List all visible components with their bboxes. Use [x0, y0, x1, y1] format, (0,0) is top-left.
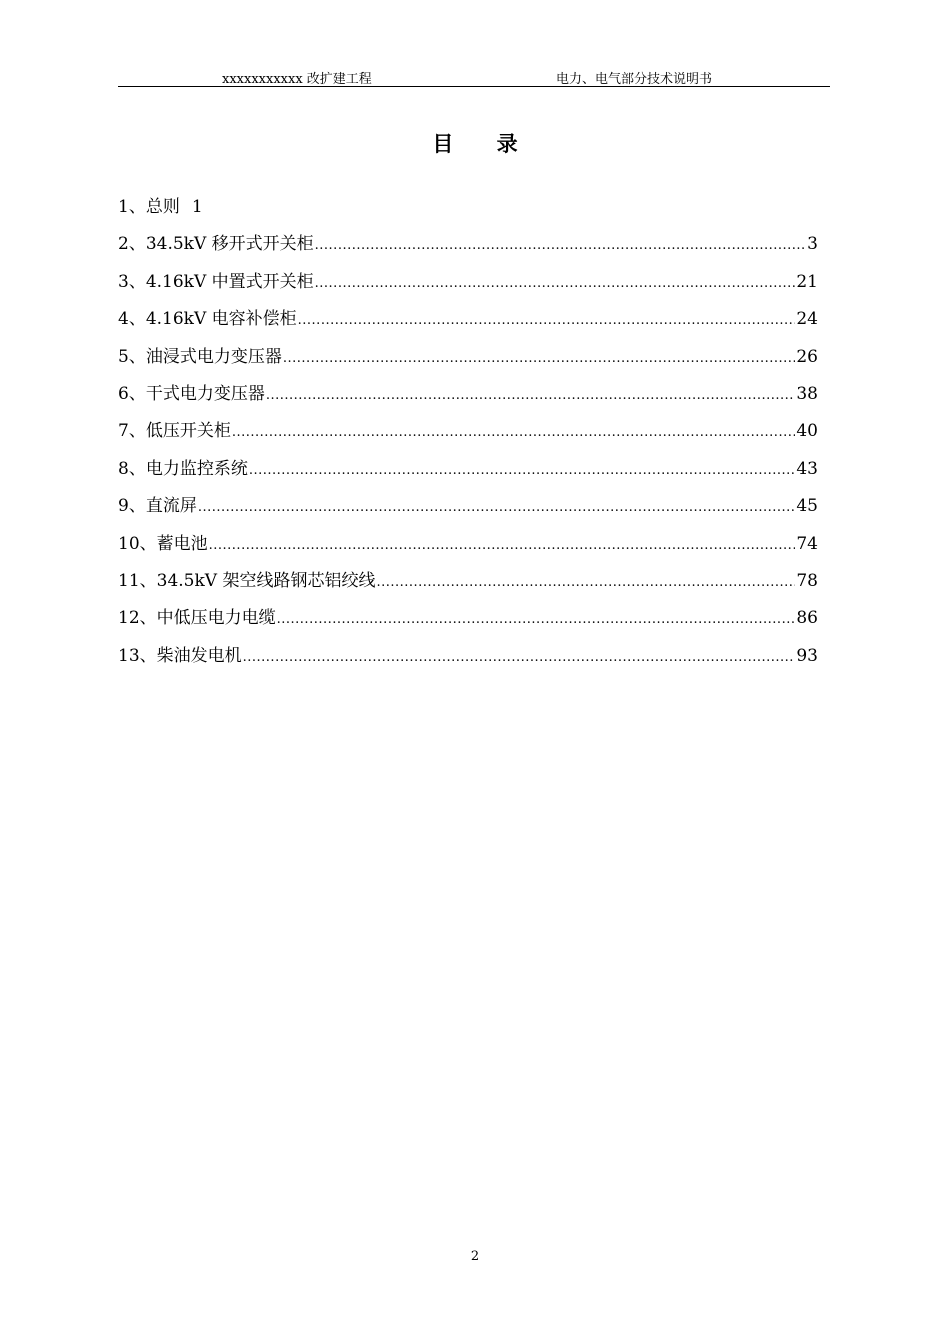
toc-dot-leader — [243, 650, 796, 665]
toc-entry-label: 10、蓄电池 — [118, 533, 208, 554]
toc-entry-10[interactable] — [118, 529, 818, 566]
toc-entry-label: 8、电力监控系统 — [118, 458, 248, 479]
toc-entry-13[interactable] — [118, 641, 818, 678]
toc-entry-7[interactable] — [118, 416, 818, 453]
toc-entry-page: 45 — [796, 496, 818, 517]
toc-entry-page: 78 — [796, 570, 818, 591]
toc-entry-label: 4、4.16kV 电容补偿柜 — [118, 309, 297, 330]
toc-entry-8[interactable] — [118, 454, 818, 491]
toc-entry-page: 93 — [796, 645, 818, 666]
header-project-name: xxxxxxxxxxx 改扩建工程 — [222, 72, 372, 87]
toc-entry-page: 38 — [796, 383, 818, 404]
toc-dot-leader — [232, 425, 796, 440]
toc-entry-page: 24 — [796, 309, 818, 330]
toc-entry-label: 13、柴油发电机 — [118, 645, 242, 666]
header-document-title: 电力、电气部分技术说明书 — [556, 72, 713, 87]
page-number: 2 — [470, 1249, 480, 1264]
toc-entry-page: 26 — [796, 346, 818, 367]
toc-entry-12[interactable] — [118, 603, 818, 640]
toc-entry-page: 43 — [796, 458, 818, 479]
toc-entry-2[interactable] — [118, 229, 818, 266]
toc-entry-11[interactable] — [118, 566, 818, 603]
toc-dot-leader — [315, 238, 807, 253]
toc-entry-label: 3、4.16kV 中置式开关柜 — [118, 271, 314, 292]
toc-entry-1[interactable] — [118, 192, 818, 229]
toc-dot-leader — [198, 500, 796, 515]
toc-dot-leader — [283, 351, 796, 366]
toc-entry-page: 74 — [796, 533, 818, 554]
toc-entry-5[interactable] — [118, 342, 818, 379]
toc-dot-leader — [315, 276, 796, 291]
toc-entry-page: 3 — [807, 234, 818, 255]
toc-entry-4[interactable] — [118, 304, 818, 341]
toc-entry-page: 1 — [191, 197, 203, 217]
toc-dot-leader — [376, 575, 795, 590]
toc-entry-label: 12、中低压电力电缆 — [118, 608, 276, 629]
toc-entry-page: 40 — [796, 421, 818, 442]
toc-entry-label: 6、干式电力变压器 — [118, 383, 265, 404]
toc-entry-page: 21 — [796, 271, 818, 292]
toc-entry-6[interactable] — [118, 379, 818, 416]
toc-dot-leader — [266, 388, 796, 403]
toc-dot-leader — [209, 538, 796, 553]
page-header — [118, 66, 830, 87]
toc-entry-page: 86 — [796, 608, 818, 629]
toc-entry-label: 1、总则 — [118, 197, 180, 217]
toc-dot-leader — [277, 612, 796, 627]
toc-entry-label: 5、油浸式电力变压器 — [118, 346, 282, 367]
toc-entry-label: 7、低压开关柜 — [118, 421, 231, 442]
toc-entry-9[interactable] — [118, 491, 818, 528]
page-title: 目 录 — [432, 131, 536, 156]
toc-entry-label: 11、34.5kV 架空线路钢芯铝绞线 — [118, 570, 376, 591]
toc-dot-leader — [298, 313, 796, 328]
toc-entry-label: 9、直流屏 — [118, 496, 197, 517]
toc-entry-label: 2、34.5kV 移开式开关柜 — [118, 234, 314, 255]
toc-entry-3[interactable] — [118, 267, 818, 304]
toc-dot-leader — [249, 463, 796, 478]
table-of-contents — [118, 192, 818, 678]
